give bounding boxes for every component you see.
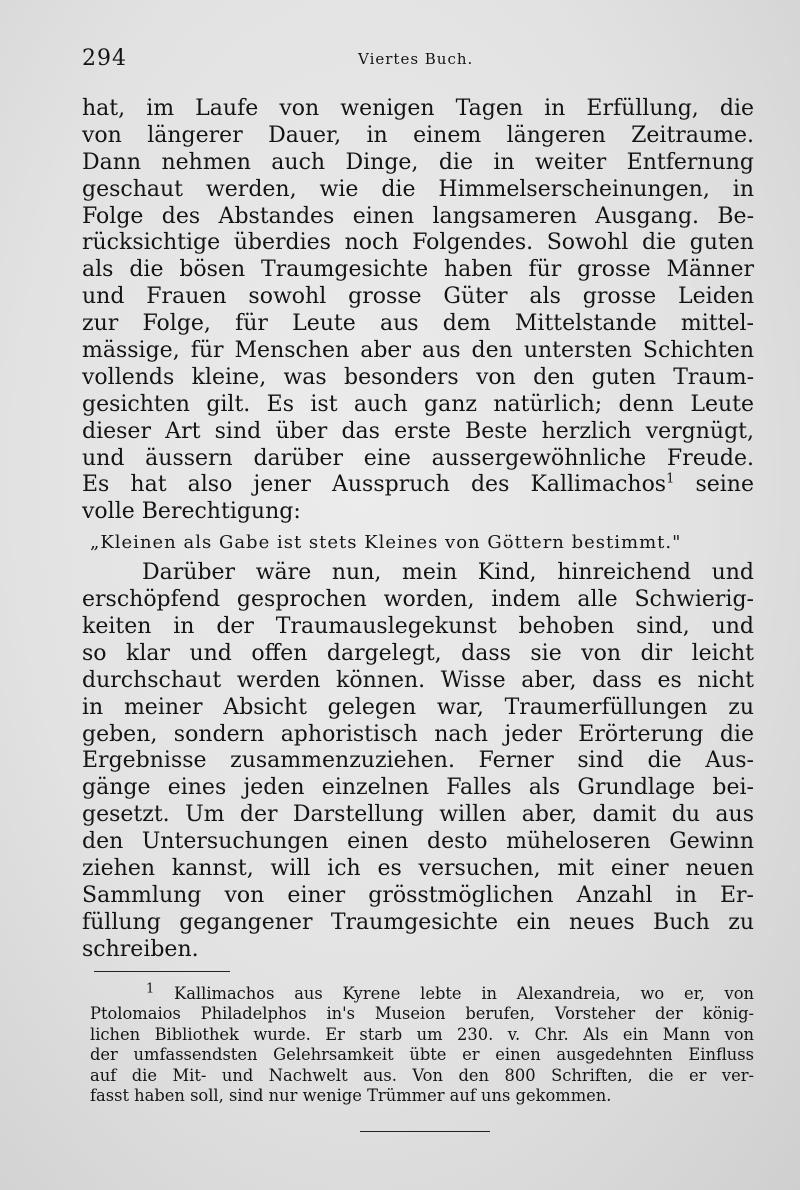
text-line: gesichten gilt. Es ist auch ganz natürlich; denn Leute <box>82 391 754 417</box>
footnote-line: der umfassendsten Gelehrsamkeit übte er einen ausgedehnten Einfluss <box>90 1045 754 1065</box>
text-line: erschöpfend gesprochen worden, indem alle Schwierig- <box>82 587 754 613</box>
text-line: und äussern darüber eine aussergewöhnliche Freude. <box>82 445 754 471</box>
footnote-line: lichen Bibliothek wurde. Er starb um 230. v. Chr. Als ein Mann von <box>90 1024 754 1044</box>
text-fragment: seine <box>674 472 754 498</box>
footnote-text: Kallimachos aus Kyrene lebte in Alexandreia, wo er, von <box>174 984 754 1003</box>
footnote-line: Ptolomaios Philadelphos in's Museion berufen, Vorsteher der könig- <box>90 1004 754 1024</box>
text-line: zur Folge, für Leute aus dem Mittelstande mittel- <box>82 311 754 337</box>
text-line: geben, sondern aphoristisch nach jeder Erörterung die <box>82 721 754 747</box>
text-line: als die bösen Traumgesichte haben für grosse Männer <box>82 257 754 283</box>
text-line: mässige, für Menschen aber aus den untersten Schichten <box>82 338 754 364</box>
text-line: vollends kleine, was besonders von den guten Traum- <box>82 364 754 390</box>
end-rule <box>360 1131 490 1132</box>
text-line: durchschaut werden können. Wisse aber, dass es nicht <box>82 667 754 693</box>
text-line: Folge des Abstandes einen langsameren Ausgang. Be- <box>82 203 754 229</box>
footnote-reference: 1 <box>666 472 675 488</box>
footnote <box>90 981 754 1106</box>
text-line: keiten in der Traumauslegekunst behoben sind, und <box>82 614 754 640</box>
text-line: hat, im Laufe von wenigen Tagen in Erfüllung, die <box>82 96 754 121</box>
text-fragment: Es hat also jener Ausspruch des Kallimachos <box>82 472 667 498</box>
footnote-line: auf die Mit- und Nachwelt aus. Von den 800 Schriften, die er ver- <box>90 1065 754 1085</box>
footnote-line <box>90 981 754 1004</box>
text-line: dieser Art sind über das erste Beste herzlich vergnügt, <box>82 418 754 444</box>
verse-quote: „Kleinen als Gabe ist stets Kleines von Göttern bestimmt." <box>90 532 682 554</box>
text-line: rücksichtige überdies noch Folgendes. Sowohl die guten <box>82 230 754 256</box>
text-line: Ergebnisse zusammenzuziehen. Ferner sind die Aus- <box>82 748 754 774</box>
text-line-with-footnote-ref <box>82 472 754 499</box>
footnote-divider <box>94 971 230 972</box>
footnote-marker: 1 <box>146 981 155 997</box>
text-line: füllung gegangener Traumgesichte ein neues Buch zu <box>82 909 754 935</box>
text-line: Sammlung von einer grösstmöglichen Anzahl in Er- <box>82 882 754 908</box>
main-text <box>82 96 754 964</box>
text-line: den Untersuchungen einen desto müheloseren Gewinn <box>82 829 754 855</box>
text-line: von längerer Dauer, in einem längeren Zeitraume. <box>82 122 754 148</box>
text-line: Darüber wäre nun, mein Kind, hinreichend und <box>142 560 754 586</box>
text-line: so klar und offen dargelegt, dass sie von dir leicht <box>82 640 754 666</box>
text-line: schreiben. <box>82 936 199 962</box>
text-line: gänge eines jeden einzelnen Falles als Grundlage bei- <box>82 775 754 801</box>
text-line: ziehen kannst, will ich es versuchen, mit einer neuen <box>82 856 754 882</box>
text-line: und Frauen sowohl grosse Güter als grosse Leiden <box>82 284 754 310</box>
text-line: volle Berechtigung: <box>82 499 301 525</box>
text-line: gesetzt. Um der Darstellung willen aber, damit du aus <box>82 802 754 828</box>
text-line: Dann nehmen auch Dinge, die in weiter Entfernung <box>82 149 754 175</box>
page-header <box>82 46 754 76</box>
page-number: 294 <box>82 46 127 71</box>
running-head: Viertes Buch. <box>358 50 474 68</box>
text-line: in meiner Absicht gelegen war, Traumerfüllungen zu <box>82 694 754 720</box>
text-line: geschaut werden, wie die Himmelserscheinungen, in <box>82 176 754 202</box>
footnote-line: fasst haben soll, sind nur wenige Trümmer auf uns gekommen. <box>90 1085 612 1105</box>
